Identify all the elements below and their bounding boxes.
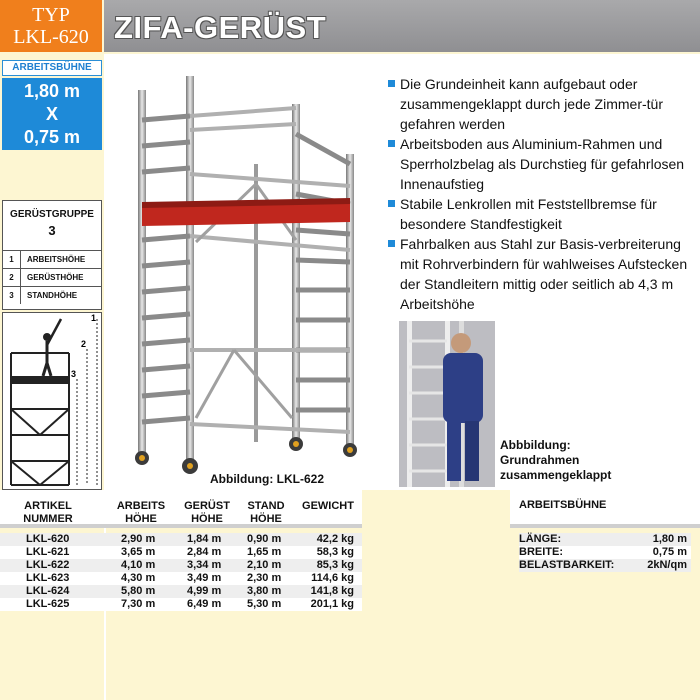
- spec-value: 2kN/qm: [647, 559, 687, 571]
- standing-height: 5,30 m: [247, 598, 282, 610]
- legend-row: [3, 250, 101, 268]
- article-number: LKL-625: [26, 598, 70, 610]
- scaffold-height: 1,84 m: [187, 533, 222, 545]
- scaffold-group-title: GERÜSTGRUPPE: [10, 209, 94, 220]
- spec-label: LÄNGE:: [519, 533, 562, 545]
- legend-text: GERÜSTHÖHE: [27, 273, 84, 282]
- scaffold-height: 3,34 m: [187, 559, 222, 571]
- height-diagram-svg: [3, 313, 101, 489]
- column-header-line: ARBEITS: [116, 500, 166, 512]
- column-header-line: ARTIKEL: [24, 500, 72, 512]
- folded-caption-line: Abbbildung:: [500, 438, 571, 452]
- scaffold-group-number: 3: [48, 223, 56, 238]
- working-height: 7,30 m: [121, 598, 156, 610]
- feature-item: Arbeitsboden aus Aluminium-Rahmen und Sperrholzbelag als Durchstieg für gefahrlosen Innenaufstieg: [388, 134, 696, 194]
- column-header-line: HÖHE: [125, 513, 157, 525]
- feature-list: [388, 74, 696, 314]
- weight: 85,3 kg: [316, 559, 354, 571]
- article-number: LKL-622: [26, 559, 70, 571]
- scaffold-upright: [186, 76, 194, 468]
- diagram-label: 1: [91, 313, 97, 323]
- scaffold-height: 2,84 m: [187, 546, 222, 558]
- standing-height: 1,65 m: [247, 546, 282, 558]
- weight: 141,8 kg: [310, 585, 354, 597]
- diagram-label: 3: [71, 369, 77, 379]
- working-height: 2,90 m: [121, 533, 156, 545]
- spec-label: BELASTBARKEIT:: [519, 559, 615, 571]
- weight: 114,6 kg: [311, 572, 354, 584]
- weight: 42,2 kg: [316, 533, 354, 545]
- table-row: [0, 598, 362, 611]
- scaffold-height: 3,49 m: [187, 572, 222, 584]
- standing-height: 2,30 m: [247, 572, 282, 584]
- scaffold-group-box: [2, 200, 102, 310]
- type-label: TYP: [32, 4, 70, 26]
- table-row: [0, 533, 362, 546]
- column-header-article: [8, 500, 88, 526]
- standing-height: 0,90 m: [247, 533, 282, 545]
- scaffold-height: 4,99 m: [187, 585, 222, 597]
- feature-item: Stabile Lenkrollen mit Feststellbremse für besondere Standfestigkeit: [388, 194, 696, 234]
- platform-size-box: [2, 78, 102, 150]
- table-row: [0, 559, 362, 572]
- folded-frame-photo: [399, 321, 495, 487]
- scaffold-upright: [292, 104, 300, 444]
- scaffold-upright: [346, 154, 354, 444]
- page-title: ZIFA-GERÜST: [114, 10, 327, 45]
- weight: 58,3 kg: [316, 546, 354, 558]
- spec-value: 0,75 m: [652, 546, 687, 558]
- column-header-line: GEWICHT: [302, 500, 354, 512]
- column-header-scaffold-height: [176, 500, 238, 526]
- spec-value: 1,80 m: [652, 533, 687, 545]
- feature-item: Die Grundeinheit kann aufgebaut oder zusammengeklappt durch jede Zimmer-tür gefahren werden: [388, 74, 696, 134]
- type-badge: [0, 0, 102, 52]
- working-height: 4,10 m: [121, 559, 156, 571]
- spec-row: [519, 546, 691, 559]
- main-photo-caption: Abbildung: LKL-622: [210, 472, 324, 486]
- type-model: LKL-620: [13, 26, 89, 48]
- table-row: [0, 572, 362, 585]
- article-number: LKL-624: [26, 585, 70, 597]
- spec-label: BREITE:: [519, 546, 563, 558]
- folded-photo-caption: [500, 438, 611, 483]
- spec-row: [519, 559, 691, 572]
- article-number: LKL-621: [26, 546, 70, 558]
- folded-frame-illustration: [399, 321, 495, 487]
- specs-title: ARBEITSBÜHNE: [519, 499, 607, 511]
- standing-height: 2,10 m: [247, 559, 282, 571]
- legend-text: ARBEITSHÖHE: [27, 255, 86, 264]
- legend-number: 3: [3, 287, 21, 304]
- platform-x: X: [45, 104, 58, 124]
- column-header-line: HÖHE: [191, 513, 223, 525]
- legend-number: 2: [3, 269, 21, 286]
- height-diagram: [2, 312, 102, 490]
- column-header-weight: [296, 500, 360, 513]
- table-row: [0, 585, 362, 598]
- column-header-line: STAND: [247, 500, 285, 512]
- platform-width: 0,75 m: [23, 127, 81, 147]
- column-header-standing-height: [240, 500, 292, 526]
- article-number: LKL-620: [26, 533, 70, 545]
- column-header-line: HÖHE: [250, 513, 282, 525]
- weight: 201,1 kg: [310, 598, 354, 610]
- table-row: [0, 546, 362, 559]
- legend-row: [3, 286, 101, 304]
- column-header-line: GERÜST: [184, 500, 230, 512]
- column-header-working-height: [110, 500, 172, 526]
- standing-height: 3,80 m: [247, 585, 282, 597]
- diagram-label: 2: [81, 339, 87, 349]
- working-height: 4,30 m: [121, 572, 156, 584]
- article-number: LKL-623: [26, 572, 70, 584]
- working-height: 3,65 m: [121, 546, 156, 558]
- folded-caption-line: Grundrahmen: [500, 453, 580, 467]
- platform-label: ARBEITSBÜHNE: [2, 60, 102, 76]
- scaffold-height: 6,49 m: [187, 598, 222, 610]
- legend-row: [3, 268, 101, 286]
- legend-number: 1: [3, 251, 21, 268]
- title-bar: [104, 0, 700, 52]
- feature-item: Fahrbalken aus Stahl zur Basis-verbreiterung mit Rohrverbindern für wahlweises Aufstecken der Standleitern mittig oder seitlich ab 4,3 m Arbeitshöhe: [388, 234, 696, 314]
- working-height: 5,80 m: [121, 585, 156, 597]
- platform-length: 1,80 m: [23, 81, 81, 101]
- legend-text: STANDHÖHE: [27, 291, 78, 300]
- spec-row: [519, 533, 691, 546]
- folded-caption-line: zusammengeklappt: [500, 468, 612, 482]
- column-header-line: NUMMER: [23, 513, 73, 525]
